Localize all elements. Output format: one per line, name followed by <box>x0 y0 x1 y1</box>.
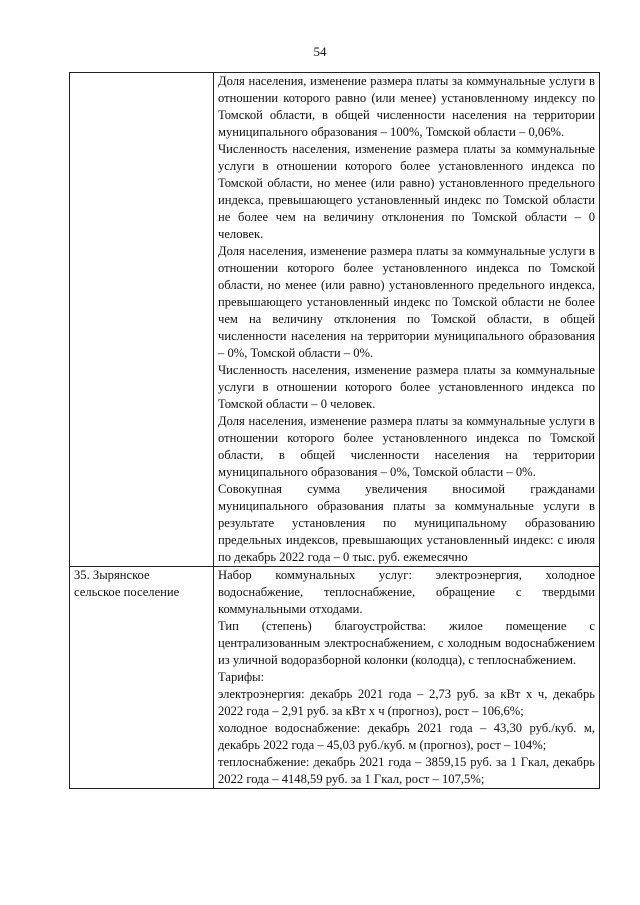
paragraph: Доля населения, изменение размера платы за коммунальные услуги в отношении которого равно (или менее) установленному индексу по Томской области, в общей численности населения на территории муниципального образования – 100%, Томской области – 0,06%. <box>218 74 595 139</box>
page-number: 54 <box>313 44 327 59</box>
tariff-table <box>69 72 600 789</box>
description-cell <box>214 73 600 567</box>
paragraph: электроэнергия: декабрь 2021 года – 2,73 руб. за кВт х ч, декабрь 2022 года – 2,91 руб. за кВт х ч (прогноз), рост – 106,6%; <box>218 687 595 718</box>
paragraph: теплоснабжение: декабрь 2021 года – 3859,15 руб. за 1 Гкал, декабрь 2022 года – 4148,59 руб. за 1 Гкал, рост – 107,5%; <box>218 755 595 786</box>
paragraph: Совокупная сумма увеличения вносимой гражданами муниципального образования платы за коммунальные услуги в результате установления по муниципальному образованию предельных индексов, превышающих установленный индекс: с июля по декабрь 2022 года – 0 тыс. руб. ежемесячно <box>218 482 595 564</box>
municipality-name: сельское поселение <box>74 585 180 599</box>
paragraph: Набор коммунальных услуг: электроэнергия, холодное водоснабжение, теплоснабжение, обращение с твердыми коммунальными отходами. <box>218 568 595 616</box>
table-row <box>70 567 600 789</box>
paragraph: Доля населения, изменение размера платы за коммунальные услуги в отношении которого более установленного индекса по Томской области, в общей численности населения на территории муниципального образования – 0%, Томской области – 0%. <box>218 414 595 479</box>
paragraph: Доля населения, изменение размера платы за коммунальные услуги в отношении которого более установленного индекса по Томской области, но менее (или равно) установленного предельного индекса, превышающего установленный индекс по Томской области не более чем на величину отклонения по Томской области, в общей численности населения на территории муниципального образования – 0%, Томской области – 0%. <box>218 244 595 360</box>
paragraph: Тарифы: <box>218 670 265 684</box>
municipality-name: 35. Зырянское <box>74 568 150 582</box>
paragraph: Численность населения, изменение размера платы за коммунальные услуги в отношении которого более установленного индекса по Томской области, но менее (или равно) установленного предельного индекса, превышающего установленный индекс по Томской области не более чем на величину отклонения по Томской области – 0 человек. <box>218 142 595 241</box>
paragraph: Тип (степень) благоустройства: жилое помещение с централизованным электроснабжением, с холодным водоснабжением из уличной водоразборной колонки (колодца), с теплоснабжением. <box>218 619 595 667</box>
table-row <box>70 73 600 567</box>
municipality-cell <box>70 73 214 567</box>
municipality-cell <box>70 567 214 789</box>
paragraph: Численность населения, изменение размера платы за коммунальные услуги в отношении которого более установленного индекса по Томской области – 0 человек. <box>218 363 595 411</box>
paragraph: холодное водоснабжение: декабрь 2021 года – 43,30 руб./куб. м, декабрь 2022 года – 45,03 руб./куб. м (прогноз), рост – 104%; <box>218 721 595 752</box>
description-cell <box>214 567 600 789</box>
